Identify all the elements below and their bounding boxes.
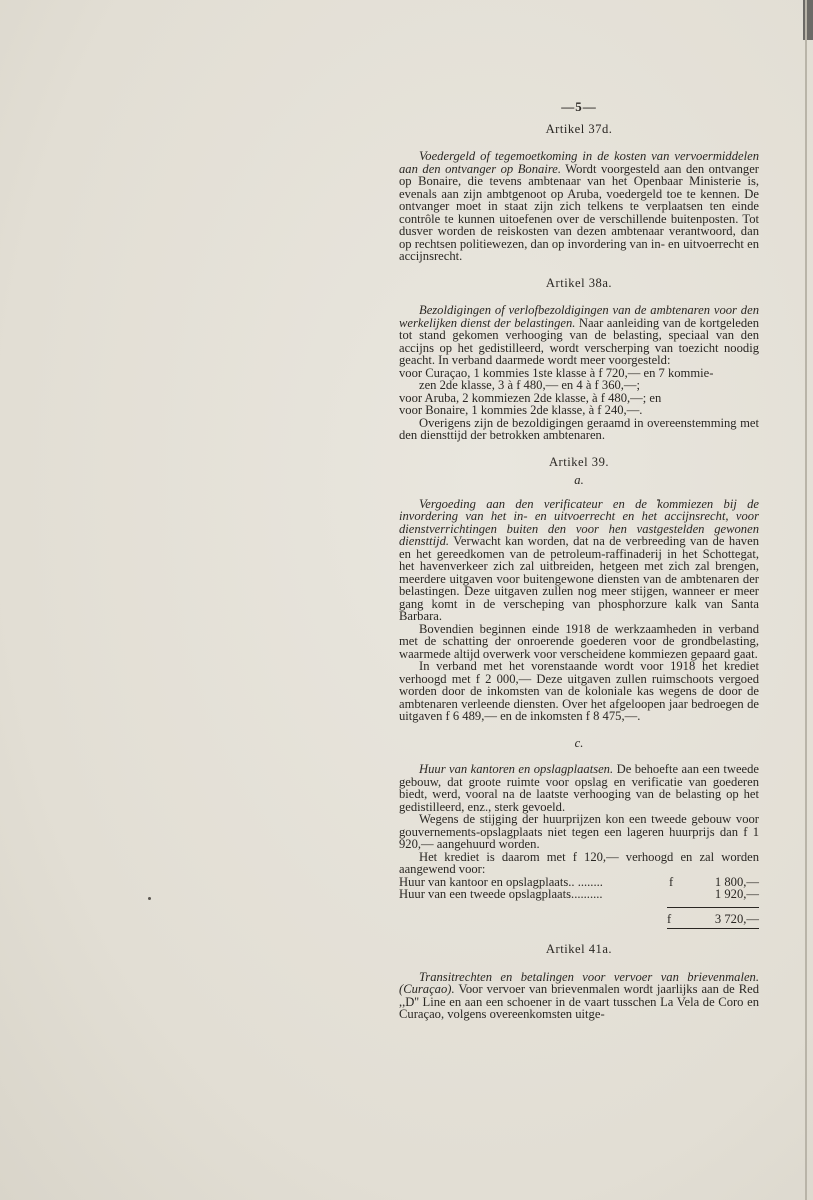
row-label: Huur van kantoor en opslagplaats.. ........ [399,874,603,889]
paragraph: In verband met het vorenstaande wordt voor 1918 het krediet verhoogd met f 2 000,— Deze uitgaven zullen ruimschoots vergoed worden door de inkomsten van de koloniale kas wegens de door de ambtenaren verleende diensten. Over het afgeloopen jaar bedroegen de uitgaven f 6 489,— en de inkomsten f 8 475,—. [399,659,759,723]
table-row [399,888,759,901]
section-title: Bezoldigingen of verlofbezoldigingen van de ambtenaren voor den werkelijken dienst der belastingen. [399,303,759,330]
heading-artikel-39: Artikel 39. [548,454,610,469]
list-item: zen 2de klasse, 3 à f 480,— en 4 à f 360,—; [419,378,641,392]
paragraph: Het krediet is daarom met f 120,— verhoogd en zal worden aangewend voor: [399,849,759,876]
list-item: voor Aruba, 2 kommiezen 2de klasse, à f 480,—; en [399,390,662,405]
paragraph [399,763,759,813]
paragraph: Wegens de stijging der huurprijzen kon een tweede gebouw voor gouvernements-opslagplaats niet tegen een lageren huurprijs dan f 1 920,— aangehuurd worden. [399,812,759,851]
section-artikel-39 [399,456,759,930]
section-artikel-37d [399,123,759,263]
section-title: Vergoeding aan den verificateur en de kommiezen bij de invordering van het in- en uitvoerrecht en het accijnsrecht, voor dienstverrichtingen buiten den voor hen vastgestelden gewonen diensttijd. [399,496,759,548]
section-body: De behoefte aan een tweede gebouw, dat groote ruimte voor opslag en verificatie van goederen biedt, werd, vooral na de laatste verhooging van de belasting op het gedistilleerd, enz., sterk gevoeld. [399,762,760,814]
paragraph [399,150,759,263]
section-title: Huur van kantoren en opslagplaatsen. [419,762,614,776]
subsection-label-c: c. [574,735,584,750]
section-body: Naar aanleiding van de kortgeleden tot stand gekomen verhooging van de belasting, speciaal van den accijns op het gedistilleerd, wordt verscherping van toezicht noodig geacht. In verband daarmede wordt meer voorgesteld: [399,315,760,367]
text-column [399,101,759,1035]
section-title: Transitrechten en betalingen voor vervoer van brievenmalen. (Curaçao). [399,969,759,996]
section-body: Wordt voorgesteld aan den ontvanger op Bonaire, die tevens ambtenaar van het Openbaar Ministerie is, evenals aan zijn ambtgenoot op Aruba, voedergeld toe te kennen. De ontvanger moet in staat zijn zich telkens te verplaatsen ten einde contrôle te kunnen uitoefenen over de verschillende buitenposten. Tot dusver worden de reiskosten van dezen ambtenaar verantwoord, dan op rechtsen politiewezen, dan op invordering van in- en uitvoerrecht en accijnsrecht. [399,161,759,263]
row-amount: 1 800,— [714,874,759,889]
section-artikel-41a [399,943,759,1021]
row-label: Huur van een tweede opslagplaats.......... [399,887,603,901]
paragraph: Overigens zijn de bezoldigingen geraamd in overeenstemming met den diensttijd der betrokken ambtenaren. [399,415,759,442]
heading-artikel-38a: Artikel 38a. [545,275,613,290]
paragraph: Bovendien beginnen einde 1918 de werkzaamheden in verband met de schatting der onroerende goederen voor de grondbelasting, waarmede altijd overwerk voor verscheidene kommiezen gepaard gaat. [399,621,759,661]
section-artikel-38a [399,277,759,442]
section-body: Verwacht kan worden, dat na de verbreeding van de haven en het gereedkomen van de petroleum-raffinaderij in het Schottegat, het havenverkeer zich zal uitbreiden, hetgeen met zich zal brengen, meerdere uitgaven voor buitengewone diensten van de ambtenaren der belastingen. Deze uitgaven zullen nog meer stijgen, wanneer er meer gang komt in de verscheping van phosphorzure kalk van Santa Barbara. [399,534,759,623]
section-body: Voor vervoer van brievenmalen wordt jaarlijks aan de Red ,,D'' Line en aan een schoener in de vaart tusschen La Vela de Coro en Curaçao, volgens overeenkomsten uitge- [399,982,760,1021]
total-row [399,907,759,926]
total-underline [667,925,759,929]
section-title: Voedergeld of tegemoetkoming in de kosten van vervoermiddelen aan den ontvanger op Bonaire. [399,149,759,176]
row-amount-cell [669,888,759,901]
row-amount: 1 920,— [714,887,759,901]
paragraph [399,498,759,623]
paper-speck [148,897,151,900]
total-amount: 3 720,— [714,911,759,926]
total-currency: f [667,911,672,926]
list-item: voor Bonaire, 1 kommies 2de klasse, à f 240,—. [399,403,643,417]
subsection-label-a: a. [574,473,584,487]
page-edge [805,0,807,1200]
paragraph [399,304,759,367]
paragraph [399,971,759,1021]
heading-artikel-37d: Artikel 37d. [545,121,613,136]
total-cell [667,907,759,926]
heading-artikel-41a: Artikel 41a. [545,942,613,956]
row-currency: f [669,874,674,889]
list-item: voor Curaçao, 1 kommies 1ste klasse à f 720,— en 7 kommie- [399,365,714,380]
page-number: —5— [561,99,597,114]
